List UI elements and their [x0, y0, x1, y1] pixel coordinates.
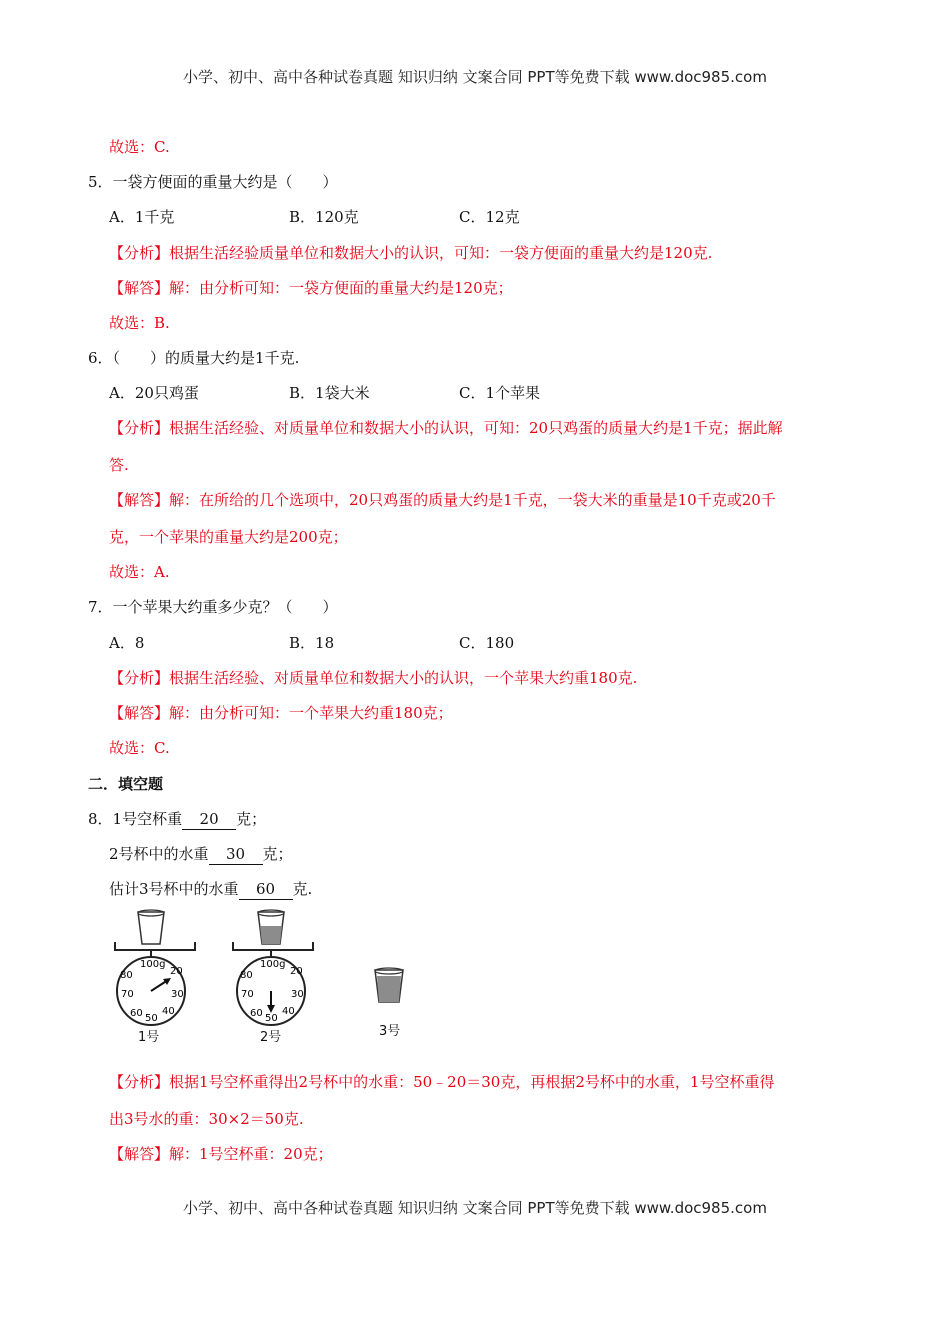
- q8-line-3: [109, 879, 312, 900]
- q8-analysis-2: 出3号水的重：30×2＝50克.: [109, 1110, 304, 1128]
- q8-solution: 【解答】解：1号空杯重：20克；: [109, 1145, 333, 1163]
- q8-line-1-suffix: 克；: [236, 810, 267, 828]
- q8-analysis-1: 【分析】根据1号空杯重得出2号杯中的水重：50﹣20＝30克，再根据2号杯中的水重，1号空杯重得: [109, 1073, 775, 1091]
- q6-stem: 6．（ ）的质量大约是1千克.: [88, 349, 300, 367]
- q4-answer: 故选：C.: [109, 138, 170, 156]
- q6-analysis-2: 答.: [109, 456, 129, 474]
- q6-option-a: A．20只鸡蛋: [109, 384, 199, 402]
- dial-1-tick-40: 40: [162, 1006, 175, 1017]
- section-title: 二．填空题: [88, 775, 164, 793]
- q6-solution-1: 【解答】解：在所给的几个选项中，20只鸡蛋的质量大约是1千克，一袋大米的重量是10千克或20千: [109, 491, 776, 509]
- q7-option-b: B．18: [289, 634, 335, 652]
- dial-1-tick-70: 70: [121, 989, 134, 1000]
- dial-1-tick-60: 60: [130, 1008, 143, 1019]
- q7-stem: 7．一个苹果大约重多少克？（ ）: [88, 598, 338, 616]
- scale-1: [115, 910, 195, 1025]
- q5-answer: 故选：B.: [109, 314, 170, 332]
- q7-option-a: A．8: [109, 634, 145, 652]
- q8-line-1: [88, 809, 266, 830]
- q6-option-c: C．1个苹果: [459, 384, 541, 402]
- q6-answer: 故选：A.: [109, 563, 170, 581]
- page-footer: 小学、初中、高中各种试卷真题 知识归纳 文案合同 PPT等免费下载 www.doc985.com: [183, 1199, 767, 1217]
- dial-2-tick-70: 70: [241, 989, 254, 1000]
- dial-1-unit: 100g: [140, 959, 166, 970]
- figure-label-2: 2号: [260, 1030, 282, 1045]
- q7-analysis: 【分析】根据生活经验、对质量单位和数据大小的认识，一个苹果大约重180克.: [109, 669, 638, 687]
- dial-2-unit: 100g: [260, 959, 286, 970]
- q8-line-2-suffix: 克；: [262, 845, 293, 863]
- q5-solution: 【解答】解：由分析可知：一袋方便面的重量大约是120克；: [109, 279, 513, 297]
- q8-line-1-prefix: 8．1号空杯重: [88, 810, 183, 828]
- dial-2-tick-60: 60: [250, 1008, 263, 1019]
- dial-1-tick-20: 20: [170, 966, 183, 977]
- dial-2-tick-40: 40: [282, 1006, 295, 1017]
- dial-2-tick-20: 20: [290, 966, 303, 977]
- q8-line-3-suffix: 克.: [292, 880, 313, 898]
- q5-option-a: A．1千克: [109, 208, 175, 226]
- dial-2-tick-30: 30: [291, 989, 304, 1000]
- empty-cup-1: [138, 912, 164, 944]
- dial-2-tick-50: 50: [265, 1013, 278, 1024]
- q5-option-b: B．120克: [289, 208, 359, 226]
- q5-stem: 5．一袋方便面的重量大约是（ ）: [88, 173, 338, 191]
- cup-3: [375, 968, 403, 1002]
- page-header: 小学、初中、高中各种试卷真题 知识归纳 文案合同 PPT等免费下载 www.doc985.com: [183, 68, 767, 86]
- q6-analysis-1: 【分析】根据生活经验、对质量单位和数据大小的认识，可知：20只鸡蛋的质量大约是1千克；据此解: [109, 419, 783, 437]
- q7-option-c: C．180: [459, 634, 515, 652]
- q8-line-3-prefix: 估计3号杯中的水重: [109, 880, 239, 898]
- q5-option-c: C．12克: [459, 208, 520, 226]
- dial-1-tick-30: 30: [171, 989, 184, 1000]
- figure-label-1: 1号: [138, 1030, 160, 1045]
- q8-blank-3: 60: [239, 879, 293, 900]
- q8-blank-2: 30: [209, 844, 263, 865]
- q8-line-2: [109, 844, 293, 865]
- q8-line-2-prefix: 2号杯中的水重: [109, 845, 209, 863]
- figure-label-3: 3号: [379, 1024, 401, 1039]
- q7-solution: 【解答】解：由分析可知：一个苹果大约重180克；: [109, 704, 453, 722]
- dial-1-tick-50: 50: [145, 1013, 158, 1024]
- q5-analysis: 【分析】根据生活经验质量单位和数据大小的认识，可知：一袋方便面的重量大约是120克.: [109, 244, 713, 262]
- scale-2: [233, 910, 313, 1025]
- q7-answer: 故选：C.: [109, 739, 170, 757]
- q6-option-b: B．1袋大米: [289, 384, 370, 402]
- q8-blank-1: 20: [182, 809, 236, 830]
- q6-solution-2: 克，一个苹果的重量大约是200克；: [109, 528, 348, 546]
- dial-1-tick-80: 80: [120, 970, 133, 981]
- dial-2-tick-80: 80: [240, 970, 253, 981]
